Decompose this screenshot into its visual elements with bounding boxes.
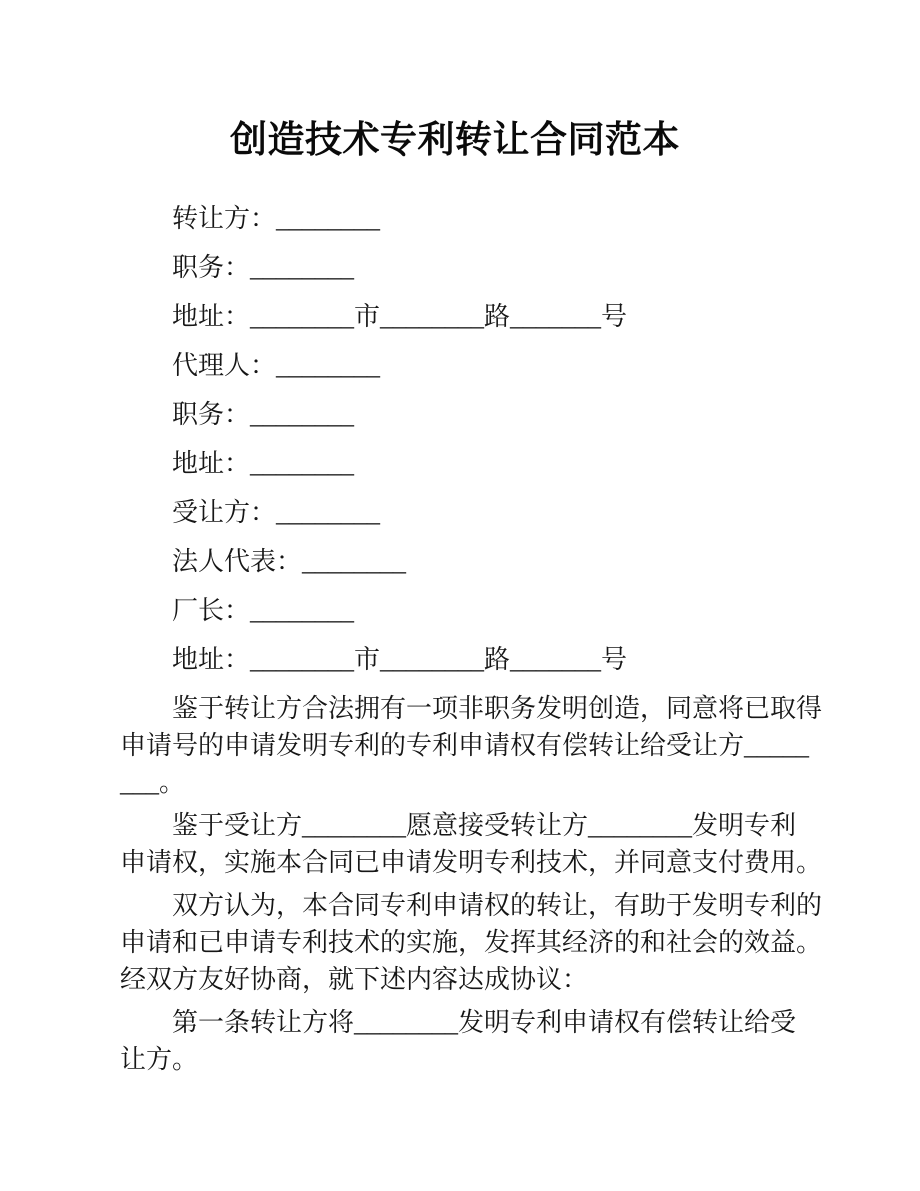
field-transferor: 转让方：________	[172, 204, 381, 233]
para-line: 鉴于转让方合法拥有一项非职务发明创造，同意将已取得	[172, 694, 823, 723]
document-title: 创造技术专利转让合同范本	[230, 119, 680, 160]
recital-paragraph-1	[120, 690, 823, 801]
para-line: 双方认为，本合同专利申请权的转让，有助于发明专利的	[172, 891, 823, 920]
para-line: 第一条转让方将________发明专利申请权有偿转让给受	[172, 1008, 797, 1037]
para-line: 让方。	[120, 1045, 199, 1074]
para-line: 经双方友好协商，就下述内容达成协议：	[120, 965, 589, 994]
para-line: 申请权，实施本合同已申请发明专利技术，并同意支付费用。	[120, 848, 823, 877]
field-factory-director: 厂长：________	[172, 596, 355, 625]
para-line: 申请号的申请发明专利的专利申请权有偿转让给受让方_____	[120, 731, 810, 760]
para-line: 鉴于受让方________愿意接受转让方________发明专利	[172, 811, 797, 840]
recital-paragraph-3	[120, 887, 823, 998]
field-transferee: 受让方：________	[172, 498, 381, 527]
recital-paragraph-2	[120, 807, 823, 881]
field-address-3: 地址：________市________路_______号	[172, 645, 628, 674]
para-line: 申请和已申请专利技术的实施，发挥其经济的和社会的效益。	[120, 928, 823, 957]
field-address-1: 地址：________市________路_______号	[172, 302, 628, 331]
field-agent: 代理人：________	[172, 351, 381, 380]
field-address-2: 地址：________	[172, 449, 355, 478]
field-legal-representative: 法人代表：________	[172, 547, 407, 576]
article-1-paragraph	[120, 1004, 797, 1078]
field-position-1: 职务：________	[172, 253, 355, 282]
field-position-2: 职务：________	[172, 400, 355, 429]
para-line: ___。	[120, 768, 186, 797]
fields-block	[120, 200, 790, 678]
